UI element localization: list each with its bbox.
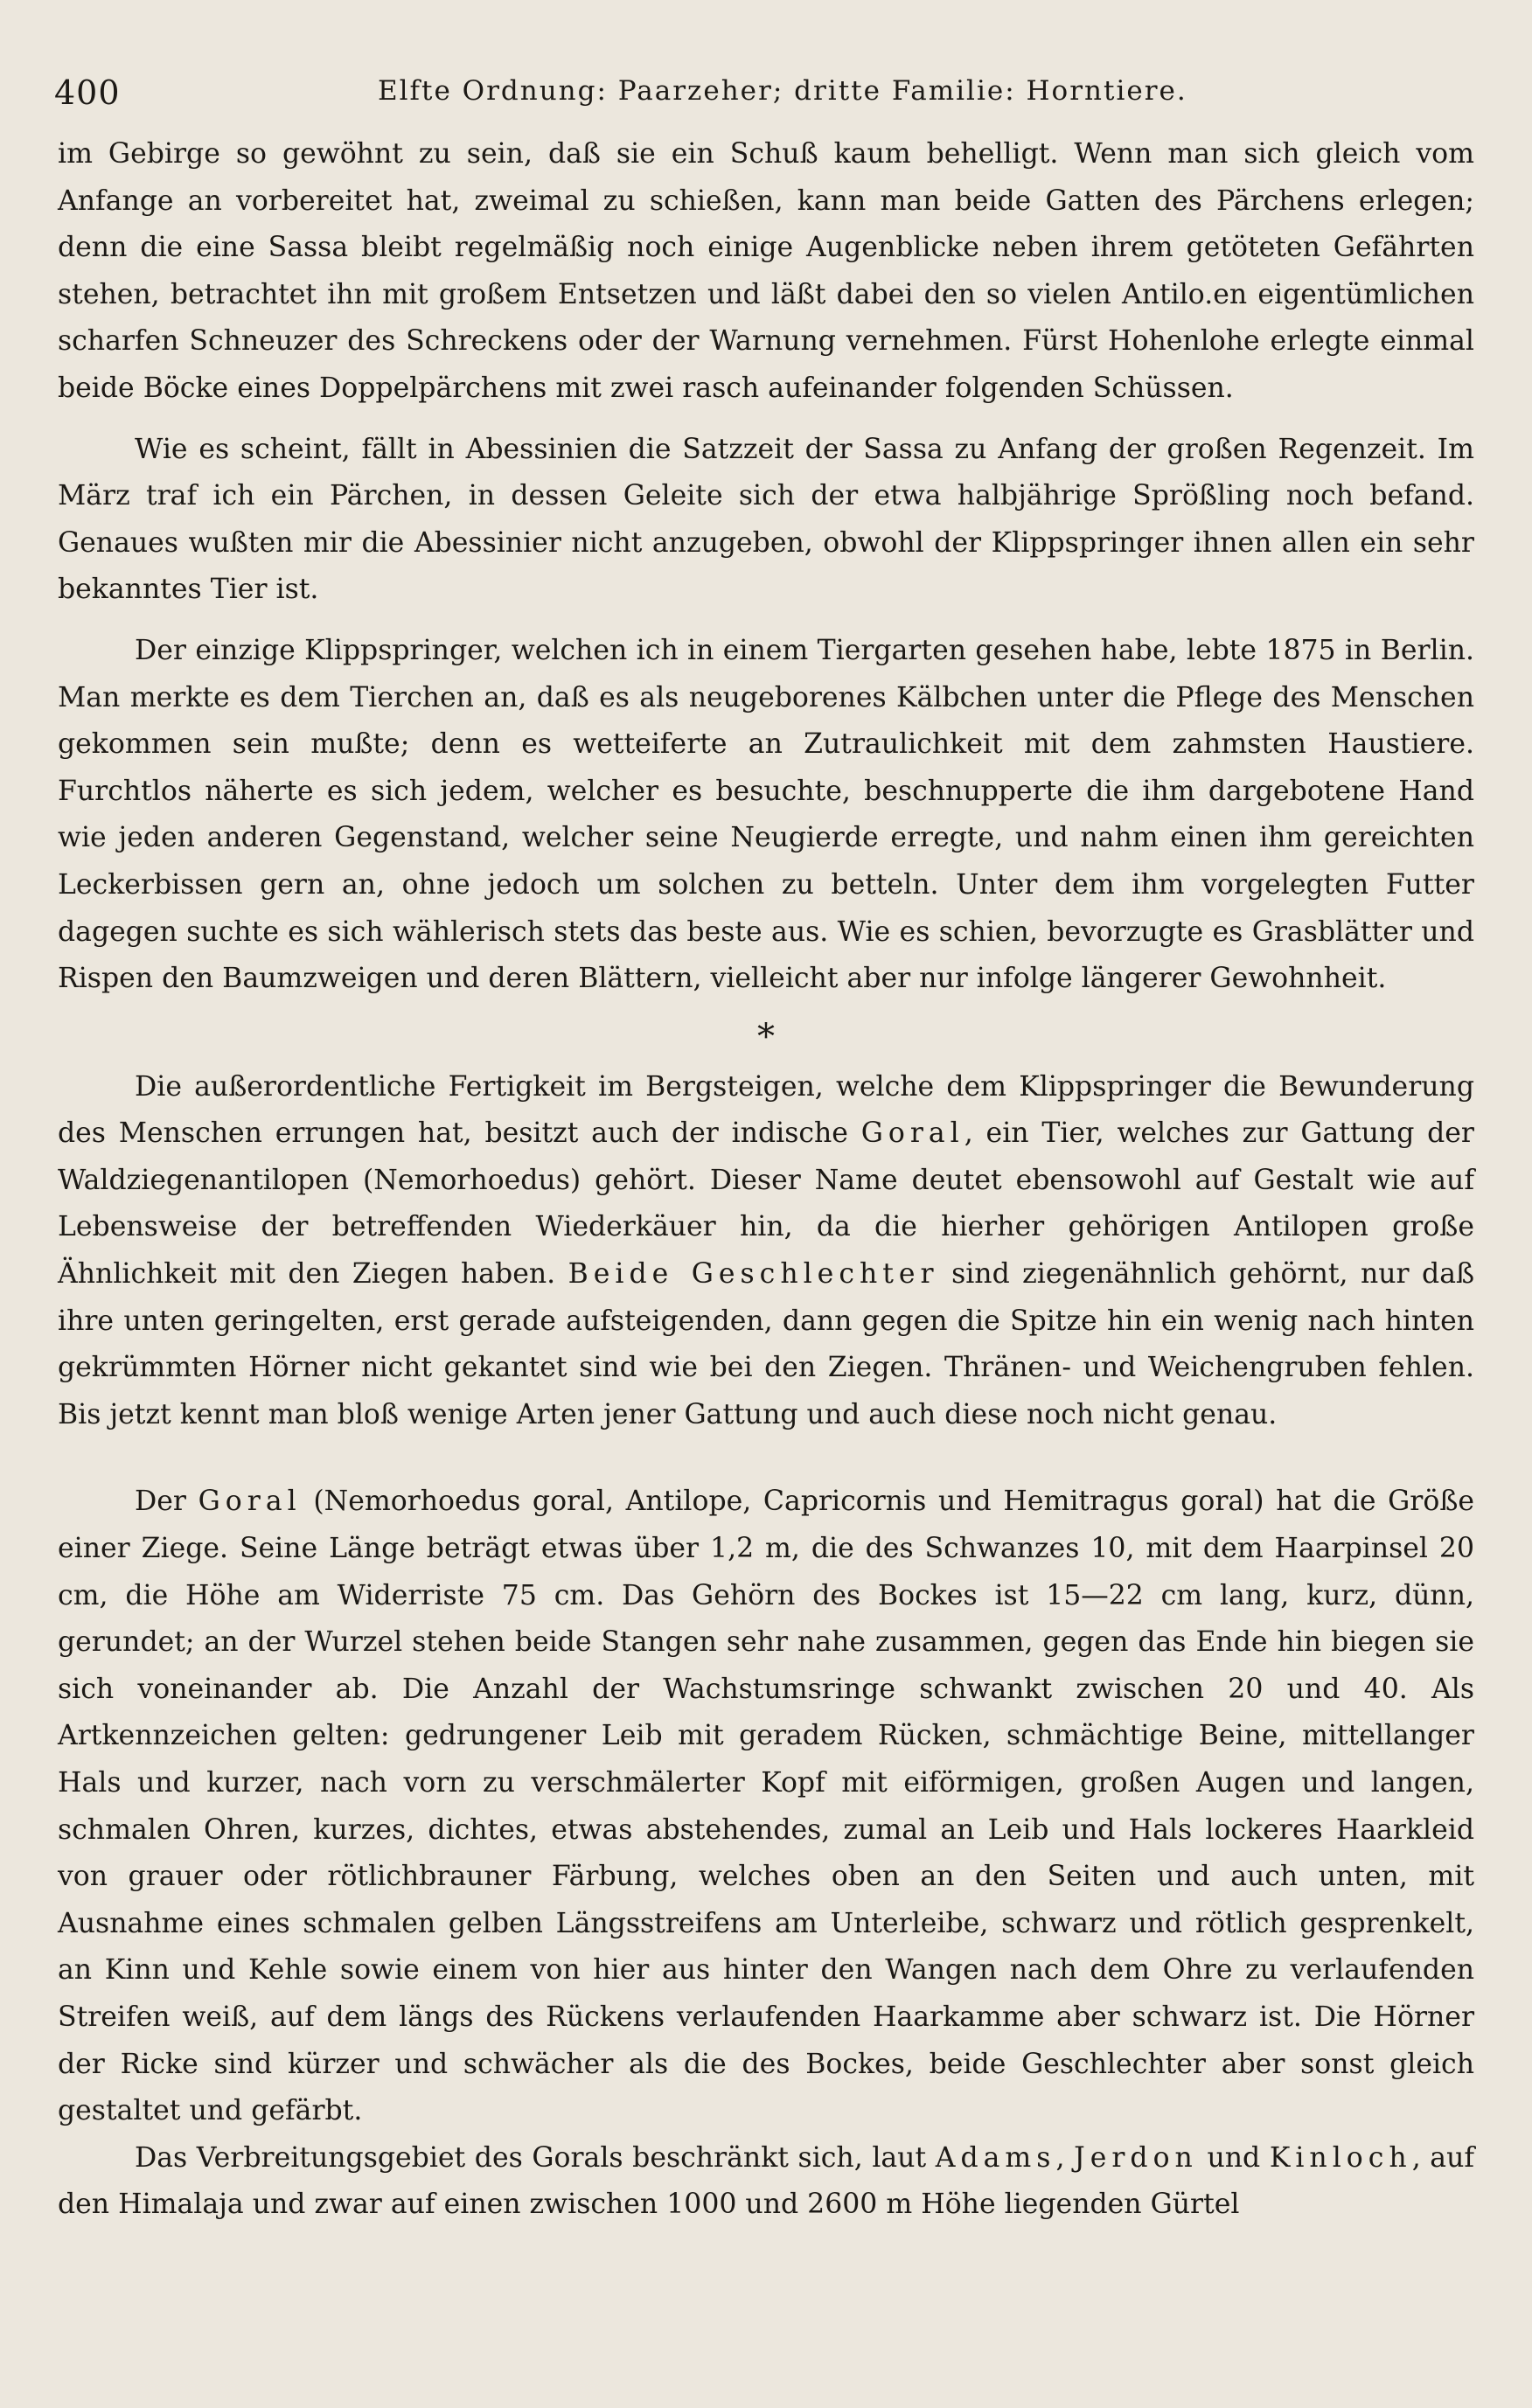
section-separator: * <box>757 1016 775 1057</box>
paragraph-goral-intro-part: sind ziegenähnlich gehörnt, nur daß ihre unten geringelten, erst gerade aufsteigenden, dann gegen die Spitze hin ein wenig nach hinten gekrümmten Hörner nicht gekantet sind wie bei den Ziegen. Thränen- und Weichengruben fehlen. Bis jetzt kennt man bloß wenige Arten jener Gattung und auch diese noch nicht genau. <box>58 1258 1475 1430</box>
spaced-term-goral: Goral <box>198 1486 302 1518</box>
running-title: Elfte Ordnung: Paarzeher; dritte Familie: Horntiere. <box>378 75 1187 107</box>
page-number: 400 <box>54 73 121 112</box>
body-text <box>58 131 1474 2229</box>
spaced-term-beide-geschlechter: Beide Geschlechter <box>568 1258 939 1291</box>
paragraph-klippspringer-berlin: Der einzige Klippspringer, welchen ich in einem Tiergarten gesehen habe, lebte 1875 in Berlin. Man merkte es dem Tierchen an, daß es als neugeborenes Kälbchen unter die Pflege des Menschen gekommen sein mußte; denn es wetteiferte an Zutraulichkeit mit dem zahmsten Haustiere. Furchtlos näherte es sich jedem, welcher es besuchte, beschnupperte die ihm dargebotene Hand wie jeden anderen Gegenstand, welcher seine Neugierde erregte, und nahm einen ihm gereichten Leckerbissen gern an, ohne jedoch um solchen zu betteln. Unter dem ihm vorgelegten Futter dagegen suchte es sich wählerisch stets das beste aus. Wie es schien, bevorzugte es Grasblätter und Rispen den Baumzweigen und deren Blättern, vielleicht aber nur infolge längerer Gewohnheit. <box>58 634 1474 995</box>
spaced-name-kinloch: Kinloch <box>1269 2141 1412 2174</box>
paragraph-goral-distribution-part: , auf den Himalaja und zwar auf einen zwischen 1000 und 2600 m Höhe liegenden Gürtel <box>58 2141 1475 2221</box>
spaced-name-jerdon: Jerdon <box>1074 2141 1198 2174</box>
paragraph-goral-intro-part: Die außerordentliche Fertigkeit im Bergsteigen, welche dem Klippspringer die Bewunderung des Menschen errungen hat, besitzt auch der indische <box>58 1070 1474 1150</box>
page-header <box>54 73 1488 126</box>
spaced-term-goral: Goral <box>860 1117 964 1150</box>
paragraph-sassa-hunting: im Gebirge so gewöhnt zu sein, daß sie ein Schuß kaum behelligt. Wenn man sich gleich vom Anfange an vorbereitet hat, zweimal zu schießen, kann man beide Gatten des Pärchens erlegen; denn die eine Sassa bleibt regelmäßig noch einige Augenblicke neben ihrem getöteten Gefährten stehen, betrachtet ihn mit großem Entsetzen und läßt dabei den so vielen Antilo.en eigentümlichen scharfen Schneuzer des Schreckens oder der Warnung vernehmen. Fürst Hohenlohe erlegte einmal beide Böcke eines Doppelpärchens mit zwei rasch aufeinander folgenden Schüssen. <box>58 138 1474 404</box>
paragraph-goral-distribution-part: Das Verbreitungsgebiet des Gorals beschränkt sich, laut <box>135 2141 927 2174</box>
paragraph-sassa-breeding: Wie es scheint, fällt in Abessinien die Satzzeit der Sassa zu Anfang der großen Regenzeit. Im März traf ich ein Pärchen, in dessen Geleite sich der etwa halbjährige Sprößling noch befand. Genaues wußten mir die Abessinier nicht anzugeben, obwohl der Klippspringer ihnen allen ein sehr bekanntes Tier ist. <box>58 433 1474 606</box>
paragraph-goral-description-part: Der <box>135 1486 186 1518</box>
paragraph-goral-intro <box>58 1064 1474 1439</box>
paragraph-goral-intro-part: , ein Tier, welches zur Gattung der Waldziegenantilopen (Nemorhoedus) gehört. Dieser Name deutet ebensowohl auf Gestalt wie auf Lebensweise der betreffenden Wiederkäuer hin, da die hierher gehörigen Antilopen große Ähnlichkeit mit den Ziegen haben. <box>58 1117 1474 1291</box>
paragraph-goral-description <box>58 1479 1474 2134</box>
paragraph-goral-distribution-part: und <box>1207 2141 1261 2174</box>
paragraph-goral-description-part: (Nemorhoedus goral, Antilope, Capricornis und Hemitragus goral) hat die Größe einer Ziege. Seine Länge beträgt etwas über 1,2 m, die des Schwanzes 10, mit dem Haarpinsel 20 cm, die Höhe am Widerriste 75 cm. Das Gehörn des Bockes ist 15—22 cm lang, kurz, dünn, gerundet; an der Wurzel stehen beide Stangen sehr nahe zusammen, gegen das Ende hin biegen sie sich voneinander ab. Die Anzahl der Wachstumsringe schwankt zwischen 20 und 40. Als Artkennzeichen gelten: gedrungener Leib mit geradem Rücken, schmächtige Beine, mittellanger Hals und kurzer, nach vorn zu verschmälerter Kopf mit eiförmigen, großen Augen und langen, schmalen Ohren, kurzes, dichtes, etwas abstehendes, zumal an Leib und Hals lockeres Haarkleid von grauer oder rötlichbrauner Färbung, welches oben an den Seiten und auch unten, mit Ausnahme eines schmalen gelben Längsstreifens am Unterleibe, schwarz und rötlich gesprenkelt, an Kinn und Kehle sowie einem von hier aus hinter den Wangen nach dem Ohre zu verlaufenden Streifen weiß, auf dem längs des Rückens verlaufenden Haarkamme aber schwarz ist. Die Hörner der Ricke sind kürzer und schwächer als die des Bockes, beide Geschlechter aber sonst gleich gestaltet und gefärbt. <box>58 1486 1475 2127</box>
paragraph-goral-distribution <box>58 2135 1474 2229</box>
paragraph-goral-distribution-part: , <box>1055 2141 1065 2174</box>
spaced-name-adams: Adams <box>935 2141 1056 2174</box>
